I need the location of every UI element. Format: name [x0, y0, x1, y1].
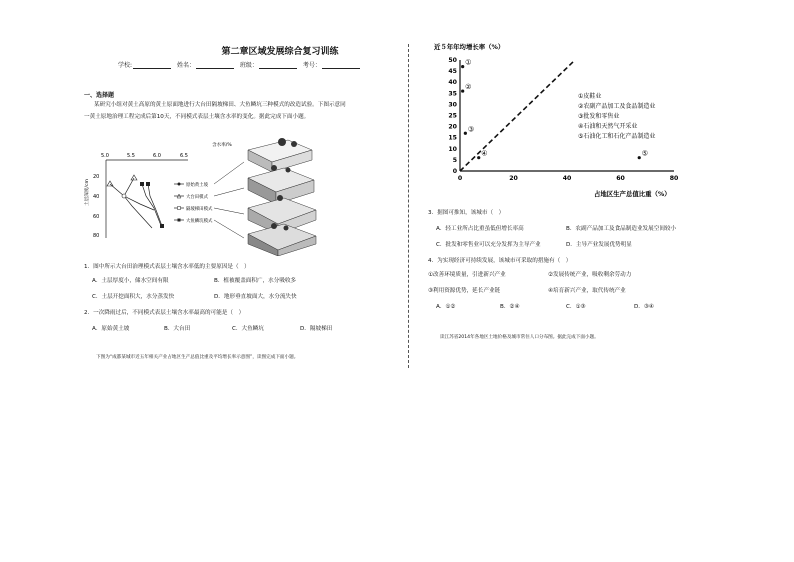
chart-ytick: 15	[448, 134, 457, 142]
chart-xtick: 80	[669, 175, 679, 182]
q2-option-c[interactable]: C．大鱼鳞坑	[232, 326, 264, 332]
chart-legend-item: ④石油和天然气开采业	[578, 123, 638, 130]
chart-ytick: 35	[448, 90, 457, 98]
diagram-ytick: 80	[93, 233, 100, 239]
chart-xtick: 20	[509, 175, 518, 182]
chart-xtick: 40	[562, 175, 572, 182]
soil-moisture-diagram	[84, 138, 324, 256]
q4-statement-1: ①改善环境质量，引进新兴产业	[428, 272, 506, 278]
field-class-blank[interactable]	[259, 62, 297, 69]
chart-ytick: 25	[448, 112, 457, 120]
q4-option-d[interactable]: D．③④	[634, 304, 654, 310]
field-class-label: 班级：	[239, 62, 258, 69]
q2-option-b[interactable]: B．大台田	[164, 326, 191, 332]
diagram-xlabel: 含水率/%	[212, 143, 232, 148]
page-divider	[408, 44, 409, 368]
industry-growth-chart	[426, 40, 694, 202]
chart-point	[638, 156, 641, 159]
diagram-ytick: 20	[93, 174, 100, 180]
chart-legend-item: ⑤石油化工和石化产品制造业	[578, 133, 656, 140]
diagram-legend-item: 原始黄土坡	[186, 183, 208, 188]
field-school-label: 学校:	[118, 62, 133, 69]
diagram-xtick: 5.5	[127, 153, 135, 159]
diagram-legend-item: 隔坡梯田模式	[186, 207, 213, 212]
right-tail-note: 读江苏省2014年各地区土地价格及城市常住人口分布图。据此完成下面小题。	[440, 335, 599, 340]
chart-point	[464, 132, 467, 135]
chart-legend-item: ③批发和零售业	[578, 113, 620, 120]
q2-stem: 2．一次降雨过后，不同模式表层土壤含水率最高的可能是（ ）	[84, 310, 245, 316]
intro-line-2: 一黄土原地治理工程完成后第10天，不同模式表层土壤含水率的变化。据此完成下面小题。	[84, 114, 310, 120]
q4-option-c[interactable]: C．①③	[566, 304, 586, 310]
chart-point-label: ④	[481, 149, 488, 158]
chart-ytick: 40	[448, 79, 457, 87]
q1-option-a[interactable]: A．土层厚度小，储水空间有限	[92, 278, 169, 284]
q1-option-b[interactable]: B．植被覆盖面积广，水分吸收多	[214, 278, 297, 284]
q2-option-a[interactable]: A．原始黄土坡	[92, 326, 130, 332]
page-title: 第二章区域发展综合复习训练	[221, 47, 339, 57]
chart-xtick: 60	[616, 175, 625, 182]
field-id-blank[interactable]	[322, 62, 360, 69]
diagram-legend-item: 大鱼鳞坑模式	[186, 219, 213, 224]
q4-option-b[interactable]: B．②④	[500, 304, 520, 310]
chart-ytick: 45	[448, 68, 457, 76]
section-heading: 一、选择题	[84, 92, 115, 99]
q1-option-d[interactable]: D．地形垂直坡面大，水分流失快	[214, 294, 297, 300]
chart-legend-item: ②农副产品加工及食品制造业	[578, 103, 656, 110]
diagram-xtick: 5.0	[101, 153, 109, 159]
diagram-xtick: 6.5	[180, 153, 188, 159]
q3-stem: 3．据图可推知，该城市（ ）	[428, 210, 505, 216]
chart-ylabel: 近５年年均增长率（%）	[434, 43, 505, 51]
student-info-fields	[118, 60, 364, 69]
chart-point	[461, 65, 464, 68]
q4-stem: 4．为实现经济可持续发展，该城市可采取的措施有（ ）	[428, 258, 572, 264]
diagram-ylabel: 土层深度/cm	[85, 179, 90, 206]
q3-option-b[interactable]: B．农副产品加工及食品制造业发展空间较小	[566, 226, 677, 232]
chart-point-label: ⑤	[641, 149, 649, 158]
field-school-blank[interactable]	[133, 62, 171, 69]
field-name-blank[interactable]	[196, 62, 234, 69]
field-name-label: 姓名：	[176, 62, 195, 69]
chart-xlabel: 占地区生产总值比重（%）	[594, 190, 671, 198]
chart-ytick: 30	[448, 101, 457, 109]
q3-option-c[interactable]: C．批发和零售业可以充分发挥为主导产业	[436, 242, 541, 248]
intro-line-1: 某研究小组对黄土高原的黄土原面地进行大台田隔坡梯田、大鱼鳞坑三种模式的改造试验。下图示意同	[94, 102, 346, 108]
q1-option-c[interactable]: C．土层开挖面积大，水分蒸发快	[92, 294, 175, 300]
chart-ytick: 10	[448, 145, 457, 153]
chart-point	[477, 156, 480, 159]
chart-point-label: ③	[467, 125, 475, 134]
diagram-ytick: 60	[93, 214, 100, 220]
left-tail-note: 下图为“成都某城市近五年相关产业占地区生产总值比重及平均增长率示意图”，读图完成下面小题。	[96, 355, 299, 360]
q2-option-d[interactable]: D．隔坡梯田	[300, 326, 333, 332]
chart-point	[461, 89, 464, 92]
q4-statement-4: ④培育新兴产业，取代传统产业	[548, 288, 626, 294]
diagram-legend-item: 大台田模式	[186, 195, 208, 200]
chart-legend-item: ①皮鞋业	[578, 93, 602, 100]
chart-ytick: 50	[448, 57, 457, 64]
q1-stem: 1．图中所示大台田治理模式表层土壤含水率低的主要原因是（ ）	[84, 264, 250, 270]
diagram-xtick: 6.0	[153, 153, 161, 159]
chart-point-label: ①	[465, 58, 472, 67]
q4-option-a[interactable]: A．①②	[436, 304, 456, 310]
q3-option-d[interactable]: D．主导产业发展优势明显	[566, 242, 632, 248]
chart-ytick: 0	[452, 168, 457, 175]
q4-statement-3: ③利用资源优势，延长产业链	[428, 288, 501, 294]
chart-point-label: ②	[465, 83, 472, 92]
chart-dashed-line	[460, 60, 575, 171]
q4-statement-2: ②发展传统产业，吸收剩余劳动力	[548, 272, 632, 278]
field-id-label: 考号：	[302, 62, 321, 69]
diagram-ytick: 40	[93, 194, 100, 200]
chart-xtick: 0	[457, 175, 463, 182]
chart-ytick: 20	[448, 123, 457, 131]
q3-option-a[interactable]: A．轻工业所占比重虽低但增长率高	[436, 226, 524, 232]
chart-ytick: 5	[452, 156, 457, 164]
